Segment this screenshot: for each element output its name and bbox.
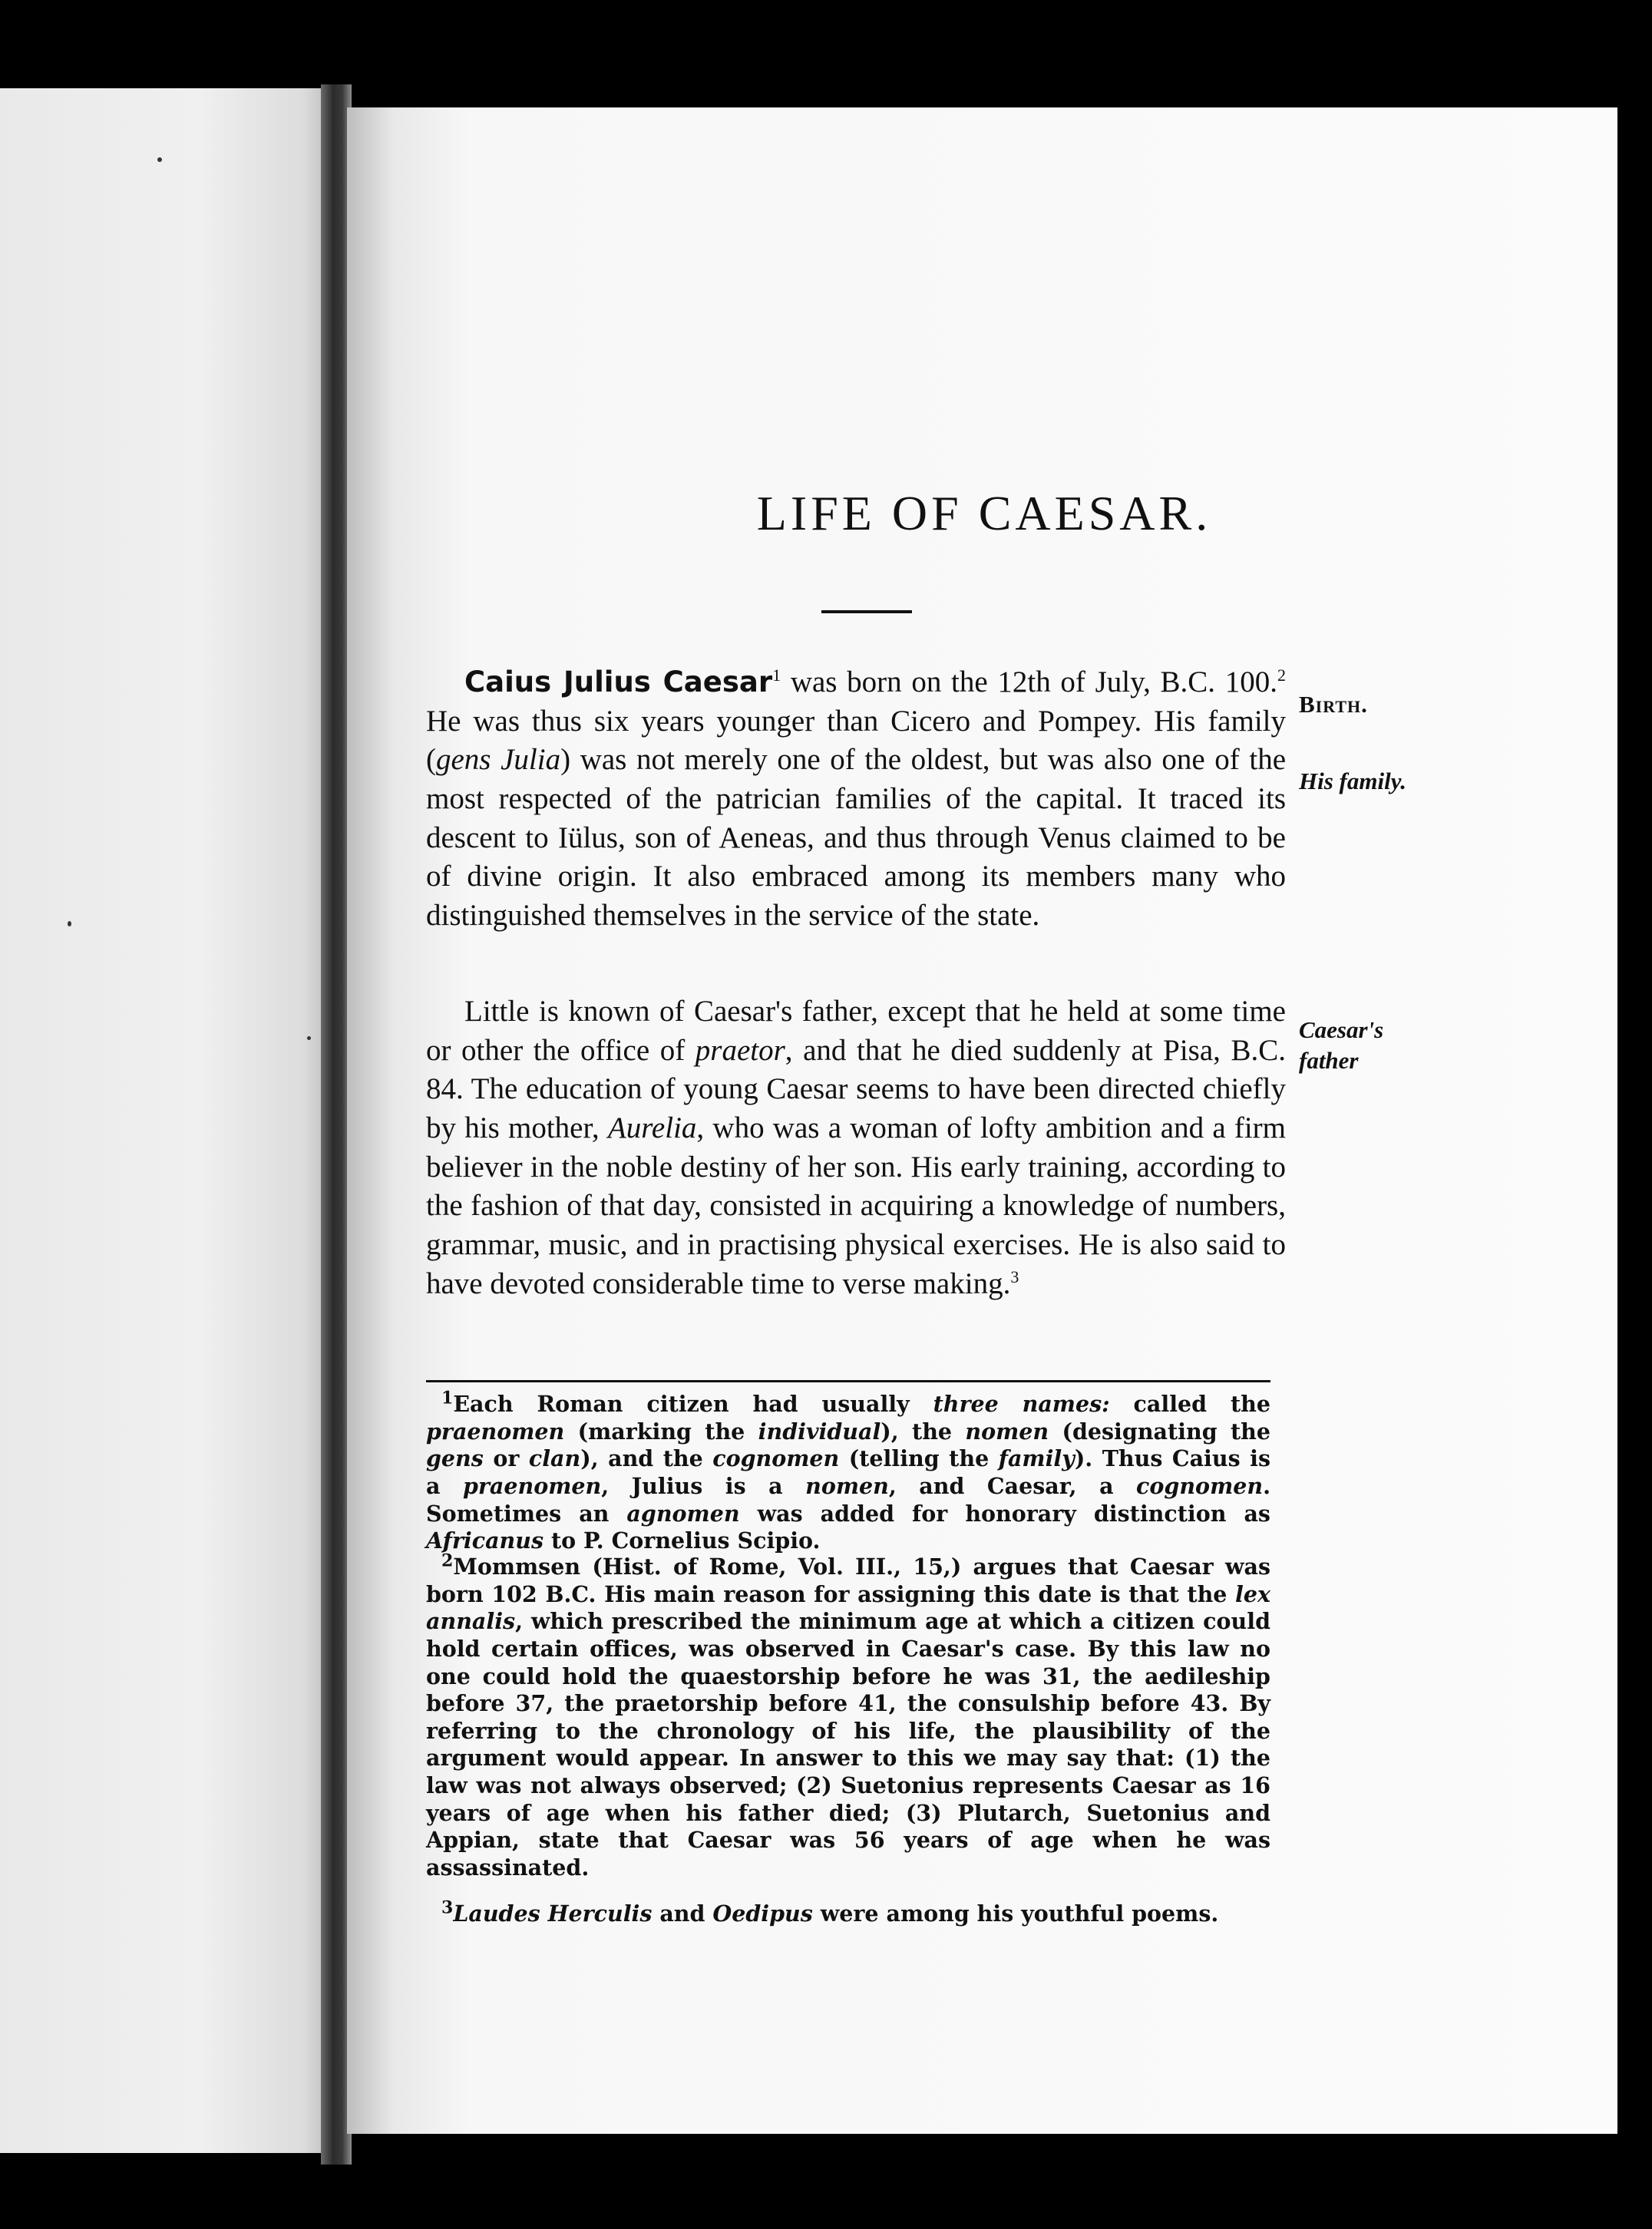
- footnote-term: nomen: [965, 1418, 1049, 1445]
- footnote-term: clan: [528, 1445, 581, 1472]
- paragraph-birth: [426, 663, 1286, 936]
- footnote-text: was added for honorary distinction as: [739, 1500, 1270, 1527]
- footnote-text: , Julius is a: [601, 1472, 806, 1499]
- footnote-term: agnomen: [626, 1500, 740, 1527]
- margin-note-line: Caesar's: [1299, 1016, 1384, 1043]
- praetor-term: praetor: [695, 1033, 785, 1067]
- footnote-term: Africanus: [426, 1527, 544, 1554]
- footnote-term: three names:: [933, 1391, 1110, 1417]
- footnote-mark: 2: [441, 1550, 454, 1571]
- footnote-text: ), and the: [580, 1445, 713, 1472]
- footnote-mark: 3: [441, 1897, 454, 1918]
- footnote-term: gens: [426, 1445, 484, 1472]
- margin-note-line: father: [1299, 1047, 1359, 1075]
- footnote-text: were among his youthful poems.: [812, 1900, 1219, 1927]
- footnote-term: Laudes Herculis: [453, 1900, 653, 1927]
- body-text: He was thus six years younger than Cicero and Pompey. His family (: [426, 704, 1286, 777]
- footnote-3: [426, 1897, 1270, 1928]
- footnote-term: cognomen: [712, 1445, 840, 1472]
- margin-note-birth: Birth.: [1299, 691, 1368, 718]
- left-page-edge: [0, 88, 330, 2153]
- title-rule: [821, 610, 912, 613]
- footnote-text: , which prescribed the minimum age at which a citizen could hold certain offices, was observed in Caesar's case. By this law no one could hold the quaestorship before he was 31, the aedileship before 37, the praetorship before 41, the consulship before 43. By referring to the chronology of his life, the plausibility of the argument would appear. In answer to this we may say that: (1) the law was not always observed; (2) Suetonius represents Caesar as 16 years of age when his father died; (3) Plutarch, Suetonius and Appian, state that Caesar was 56 years of age when he was assassinated.: [426, 1608, 1270, 1881]
- scan-speck: [307, 1036, 311, 1040]
- footnote-rule: [426, 1380, 1270, 1382]
- paragraph-father: [426, 992, 1286, 1304]
- footnote-ref-2[interactable]: 2: [1277, 665, 1286, 685]
- gens-julia-term: gens Julia: [436, 743, 561, 777]
- footnote-text: (marking the: [564, 1418, 758, 1445]
- footnote-text: to P. Cornelius Scipio.: [544, 1527, 821, 1554]
- footnote-term: lex annalis: [426, 1580, 1270, 1635]
- footnote-text: Mommsen (Hist. of Rome, Vol. III., 15,) argues that Caesar was born 102 B.C. His main reason for assigning this date is that the: [426, 1554, 1270, 1607]
- footnote-ref-1[interactable]: 1: [772, 665, 781, 685]
- footnote-2: [426, 1550, 1270, 1882]
- footnote-1: [426, 1388, 1271, 1555]
- aurelia-name: Aurelia: [607, 1111, 697, 1145]
- footnote-text: called the: [1109, 1391, 1271, 1417]
- body-text: , who was a woman of lofty ambition and a firm believer in the noble destiny of her son. His early training, according to the fashion of that day, consisted in acquiring a knowledge of numbers, grammar, music, and in practising physical exercises. He is also said to have devoted considerable time to verse making.: [426, 1111, 1287, 1300]
- footnote-text: . Sometimes an: [426, 1472, 1271, 1527]
- footnote-term: individual: [758, 1418, 881, 1445]
- footnote-ref-3[interactable]: 3: [1010, 1266, 1019, 1286]
- footnote-term: family: [998, 1445, 1075, 1472]
- body-text: Little is known of Caesar's father, except that he held at some time or other the office of: [426, 995, 1286, 1067]
- lead-name: Caius Julius Caesar: [464, 665, 773, 698]
- footnote-mark: 1: [441, 1388, 454, 1408]
- margin-note-caesars-father: [1299, 1015, 1383, 1077]
- footnote-term: Oedipus: [712, 1900, 813, 1927]
- footnote-term: praenomen: [462, 1472, 602, 1499]
- footnote-term: praenomen: [426, 1418, 565, 1445]
- footnote-text: and: [652, 1900, 713, 1927]
- margin-note-his-family: His family.: [1299, 768, 1407, 794]
- page-title: LIFE OF CAESAR.: [756, 486, 1212, 540]
- body-text: ) was not merely one of the oldest, but was also one of the most respected of the patrician families of the capital. It traced its descent to Iülus, son of Aeneas, and thus through Venus claimed to be of divine origin. It also embraced among its members many who distinguished themselves in the service of the state.: [426, 743, 1287, 933]
- footnote-term: nomen: [805, 1472, 889, 1499]
- footnote-text: (designating the: [1049, 1418, 1270, 1445]
- body-text: was born on the 12th of July, B.C. 100.: [781, 665, 1277, 698]
- footnote-text: , and Caesar, a: [888, 1472, 1137, 1499]
- footnote-text: ), the: [881, 1418, 966, 1445]
- footnote-text: Each Roman citizen had usually: [453, 1391, 933, 1417]
- scan-speck: [157, 157, 162, 162]
- footnote-text: (telling the: [839, 1445, 999, 1472]
- scan-speck: [68, 921, 71, 926]
- footnote-text: or: [483, 1445, 529, 1472]
- footnote-term: cognomen: [1136, 1472, 1264, 1499]
- body-text: , and that he died suddenly at Pisa, B.C. 84. The education of young Caesar seems to have been directed chiefly by his mother,: [426, 1033, 1286, 1145]
- footnote-text: ). Thus Caius is a: [426, 1445, 1271, 1499]
